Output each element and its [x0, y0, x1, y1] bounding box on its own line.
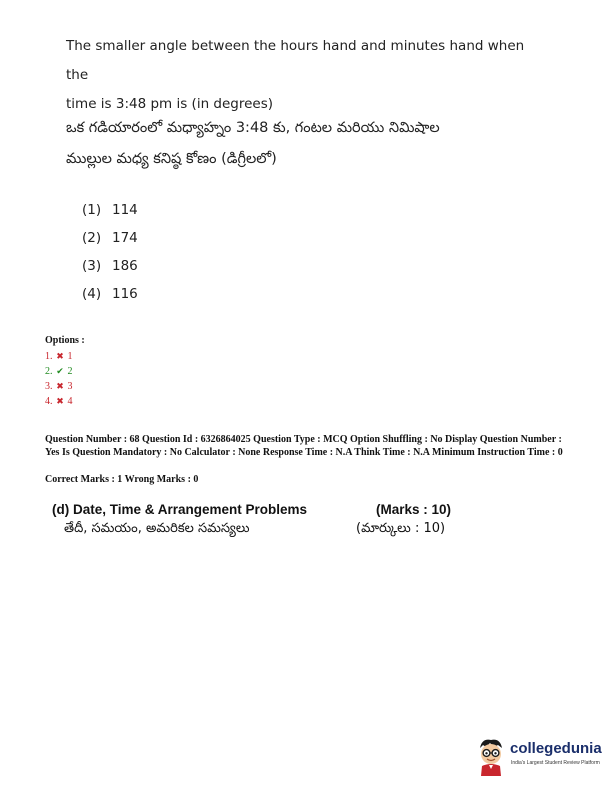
question-english: [66, 32, 536, 119]
question-english-line-1: The smaller angle between the hours hand and minutes hand when the: [66, 38, 525, 83]
choice-4: [82, 280, 138, 308]
question-telugu-line-2: ముల్లుల మధ్య కనిష్ఠ కోణం (డిగ్రీలలో): [66, 151, 277, 167]
option-row-4: [45, 394, 85, 409]
question-english-line-2: time is 3:48 pm is (in degrees): [66, 96, 274, 112]
choice-number: (2): [82, 230, 102, 246]
logo-wordmark: collegedunia: [510, 740, 602, 757]
cross-icon: ✖: [56, 351, 64, 361]
marks-info: Correct Marks : 1 Wrong Marks : 0: [45, 474, 199, 485]
choice-value: 116: [112, 286, 138, 302]
question-metadata: Question Number : 68 Question Id : 6326864025 Question Type : MCQ Option Shuffling : No Display Question Number : Yes Is Question Mandatory : No Calculator : None Response Time : N.A Think Time : N.A Minimum Instruction Time : 0: [45, 434, 563, 458]
option-index: 1.: [45, 351, 53, 362]
option-label: 1: [67, 351, 73, 362]
option-label: 2: [67, 366, 73, 377]
option-index: 4.: [45, 396, 53, 407]
option-row-3: [45, 379, 85, 394]
section-marks-telugu: (మార్కులు : 10): [356, 521, 446, 536]
collegedunia-logo: [474, 736, 602, 778]
logo-tagline: India's Largest Student Review Platform: [511, 760, 600, 766]
choice-number: (4): [82, 286, 102, 302]
section-marks-english: (Marks : 10): [376, 502, 452, 517]
option-row-1: [45, 349, 85, 364]
option-label: 4: [67, 396, 73, 407]
choice-number: (1): [82, 202, 102, 218]
choice-value: 114: [112, 202, 138, 218]
choice-value: 186: [112, 258, 138, 274]
cross-icon: ✖: [56, 396, 64, 406]
cross-icon: ✖: [56, 381, 64, 391]
section-title-telugu: తేదీ, సమయం, అమరికల సమస్యలు: [64, 521, 250, 536]
option-row-2: [45, 364, 85, 379]
choice-3: [82, 252, 138, 280]
option-index: 2.: [45, 366, 53, 377]
section-title-english: [52, 500, 452, 519]
options-key: [45, 333, 85, 409]
options-title: Options :: [45, 335, 85, 346]
section-header: [52, 500, 452, 536]
answer-choices: [82, 196, 138, 308]
choice-2: [82, 224, 138, 252]
mascot-icon: [474, 736, 508, 776]
choice-number: (3): [82, 258, 102, 274]
section-title-text: (d) Date, Time & Arrangement Problems: [52, 502, 308, 517]
question-telugu-line-1: ఒక గడియారంలో మధ్యాహ్నం 3:48 కు, గంటల మరియు నిమిషాల: [66, 120, 440, 136]
checkmark-icon: ✔: [56, 366, 64, 376]
question-telugu: [66, 113, 546, 175]
choice-1: [82, 196, 138, 224]
choice-value: 174: [112, 230, 138, 246]
option-index: 3.: [45, 381, 53, 392]
option-label: 3: [67, 381, 73, 392]
